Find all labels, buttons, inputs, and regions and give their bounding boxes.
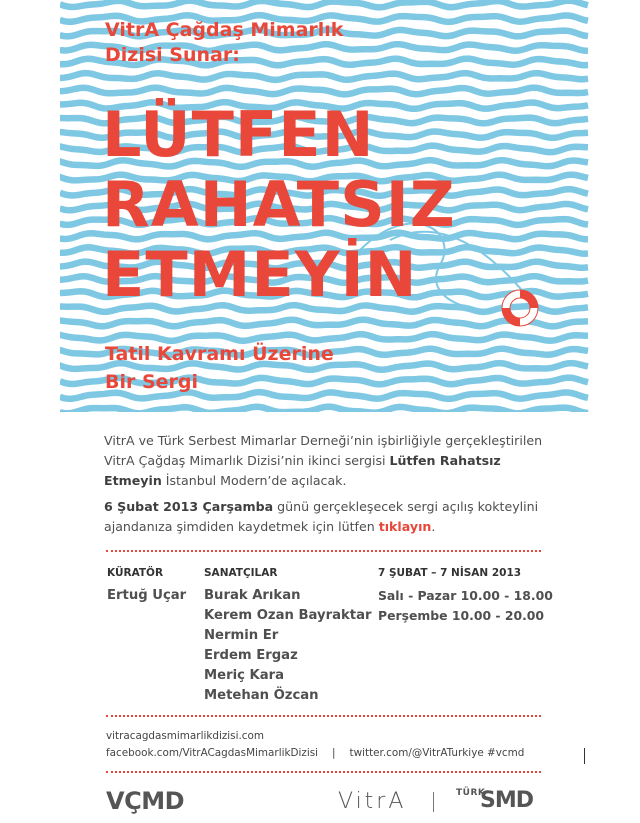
- wave-stripe: [60, 1, 588, 8]
- artist-name: Burak Arıkan: [204, 588, 301, 603]
- artist-name: Erdem Ergaz: [204, 648, 298, 663]
- wave-stripe: [60, 407, 588, 412]
- hours-line: Salı - Pazar 10.00 - 18.00: [378, 588, 553, 603]
- twitter-link[interactable]: twitter.com/@VitrATurkiye #vcmd: [349, 747, 525, 759]
- dates-header: 7 ŞUBAT – 7 NİSAN 2013: [378, 567, 522, 579]
- exhibition-title: [102, 100, 456, 310]
- series-line-1: VitrA Çağdaş Mimarlık: [105, 19, 344, 41]
- curator-header: KÜRATÖR: [107, 567, 164, 579]
- artist-name: Kerem Ozan Bayraktar: [204, 608, 372, 623]
- title-line-3: ETMEYİN: [102, 238, 418, 311]
- dotted-divider-middle: [106, 715, 541, 717]
- turk-label: TÜRK: [456, 788, 486, 798]
- curator-name: Ertuğ Uçar: [107, 588, 187, 603]
- series-line-2: Dizisi Sunar:: [105, 44, 240, 66]
- artists-list: [204, 586, 372, 706]
- poster-banner[interactable]: [60, 0, 590, 412]
- subtitle-line-2: Bir Sergi: [105, 371, 199, 393]
- text-cursor: [584, 748, 585, 764]
- opening-hours: [378, 586, 553, 626]
- rsvp-link[interactable]: tıklayın: [378, 519, 432, 534]
- lifebuoy-icon: [500, 288, 540, 328]
- dotted-divider-top: [106, 550, 541, 552]
- title-line-1: LÜTFEN: [102, 98, 375, 171]
- footer-links: [106, 728, 524, 762]
- opening-date: 6 Şubat 2013 Çarşamba: [104, 499, 274, 514]
- artist-name: Nermin Er: [204, 628, 279, 643]
- dotted-divider-bottom: [106, 771, 541, 773]
- facebook-link[interactable]: facebook.com/VitrACagdasMimarlikDizisi: [106, 747, 319, 759]
- intro-paragraph-1: [104, 431, 544, 491]
- subtitle-line-1: Tatil Kavramı Üzerine: [105, 343, 334, 365]
- wave-stripe: [60, 88, 588, 95]
- vitra-logo: VitrA: [338, 789, 407, 814]
- intro-p1-venue: İstanbul Modern’de açılacak.: [161, 473, 347, 488]
- intro-p1-title: Lütfen Rahatsız Etmeyin: [104, 453, 501, 488]
- intro-paragraph-2: [104, 497, 544, 537]
- intro-p2-end: .: [431, 519, 436, 534]
- website-link[interactable]: vitracagdasmimarlikdizisi.com: [106, 730, 264, 742]
- intro-p2-text: günü gerçekleşecek sergi açılış kokteylini ajandanıza şimdiden kaydetmek için lütfen: [104, 499, 539, 534]
- smd-label: SMD: [480, 788, 533, 813]
- hours-line: Perşembe 10.00 - 20.00: [378, 608, 545, 623]
- logo-divider: [433, 792, 434, 812]
- title-line-2: RAHATSIZ: [102, 168, 456, 241]
- intro-text: [104, 431, 544, 537]
- vcmd-logo: VÇMD: [106, 787, 184, 815]
- series-heading: [105, 18, 343, 68]
- exhibition-subtitle: [105, 340, 334, 396]
- link-separator: |: [332, 747, 336, 759]
- artist-name: Metehan Özcan: [204, 688, 319, 703]
- wave-stripe: [60, 73, 588, 80]
- artists-header: SANATÇILAR: [204, 567, 278, 579]
- intro-p1-text: VitrA ve Türk Serbest Mimarlar Derneği’nin işbirliğiyle gerçekleştirilen VitrA Çağdaş Mimarlık Dizisi’nin ikinci sergisi: [104, 433, 543, 468]
- artist-name: Meriç Kara: [204, 668, 285, 683]
